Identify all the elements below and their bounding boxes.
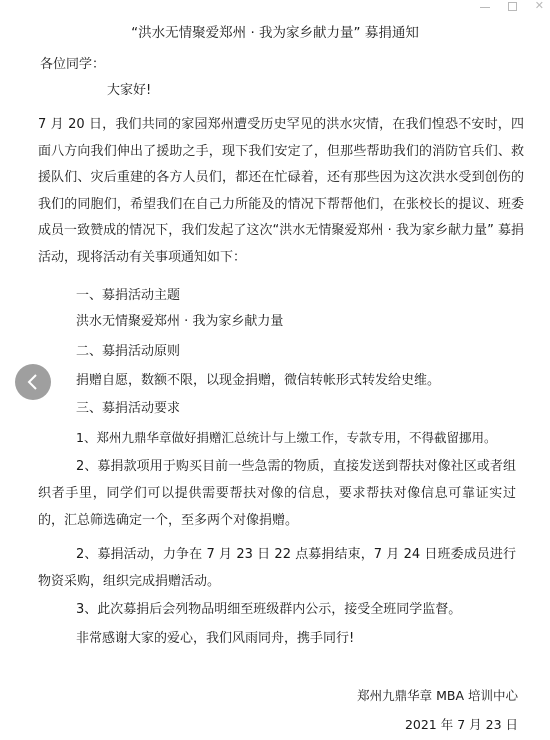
- requirement-2: [38, 453, 516, 534]
- intro-paragraph: [38, 112, 524, 271]
- requirement-2-text: 2、募捐款项用于购买目前一些急需的物质，直接发送到帮扶对像社区或者组织者手里，同学们可以提供需要帮扶对像的信息，要求帮扶对像信息可靠证实过的，汇总筛选确定一个，至多两个对像捐赠。: [38, 459, 516, 528]
- requirement-1: 1、郑州九鼎华章做好捐赠汇总统计与上缴工作，专款专用，不得截留挪用。: [76, 430, 497, 445]
- maximize-icon[interactable]: [508, 2, 517, 11]
- intro-text: 7 月 20 日，我们共同的家园郑州遭受历史罕见的洪水灾情，在我们惶恐不安时，四面八方向我们伸出了援助之手，现下我们安定了，但那些帮助我们的消防官兵们、救援队们、灾后重建的各方人员们，都还在忙碌着，还有那些因为这次洪水受到创伤的我们的同胞们，希望我们在自己力所能及的情况下帮帮他们，在张校长的提议、班委成员一致赞成的情况下，我们发起了这次“洪水无情聚爱郑州 · 我为家乡献力量” 募捐活动，现将活动有关事项通知如下：: [38, 117, 524, 265]
- notice-title: “洪水无情聚爱郑州 · 我为家乡献力量” 募捐通知: [131, 25, 419, 41]
- section-text-principle: 捐赠自愿，数额不限，以现金捐赠，微信转帐形式转发给史维。: [76, 373, 441, 388]
- signature-date: 2021 年 7 月 23 日: [404, 717, 518, 732]
- section-text-theme: 洪水无情聚爱郑州 · 我为家乡献力量: [76, 314, 284, 329]
- window-controls: [480, 0, 544, 12]
- section-heading-principle: 二、募捐活动原则: [76, 344, 181, 359]
- hello-line: 大家好!: [107, 83, 152, 98]
- close-icon[interactable]: ✕: [534, 0, 544, 12]
- chevron-left-icon: [26, 373, 40, 391]
- requirement-3: [38, 541, 516, 595]
- requirement-3-text: 2、募捐活动，力争在 7 月 23 日 22 点募捐结束，7 月 24 日班委成员进行物资采购，组织完成捐赠活动。: [38, 547, 516, 589]
- section-heading-theme: 一、募捐活动主题: [76, 288, 181, 303]
- section-heading-requirements: 三、募捐活动要求: [76, 401, 181, 416]
- organization-signature: 郑州九鼎华章 MBA 培训中心: [357, 688, 518, 703]
- back-button[interactable]: [15, 364, 51, 400]
- minimize-icon[interactable]: [480, 7, 490, 8]
- requirement-4: 3、此次募捐后会列物品明细至班级群内公示，接受全班同学监督。: [76, 602, 462, 617]
- greeting: 各位同学：: [40, 57, 106, 72]
- thanks-line: 非常感谢大家的爱心，我们风雨同舟，携手同行!: [76, 631, 355, 646]
